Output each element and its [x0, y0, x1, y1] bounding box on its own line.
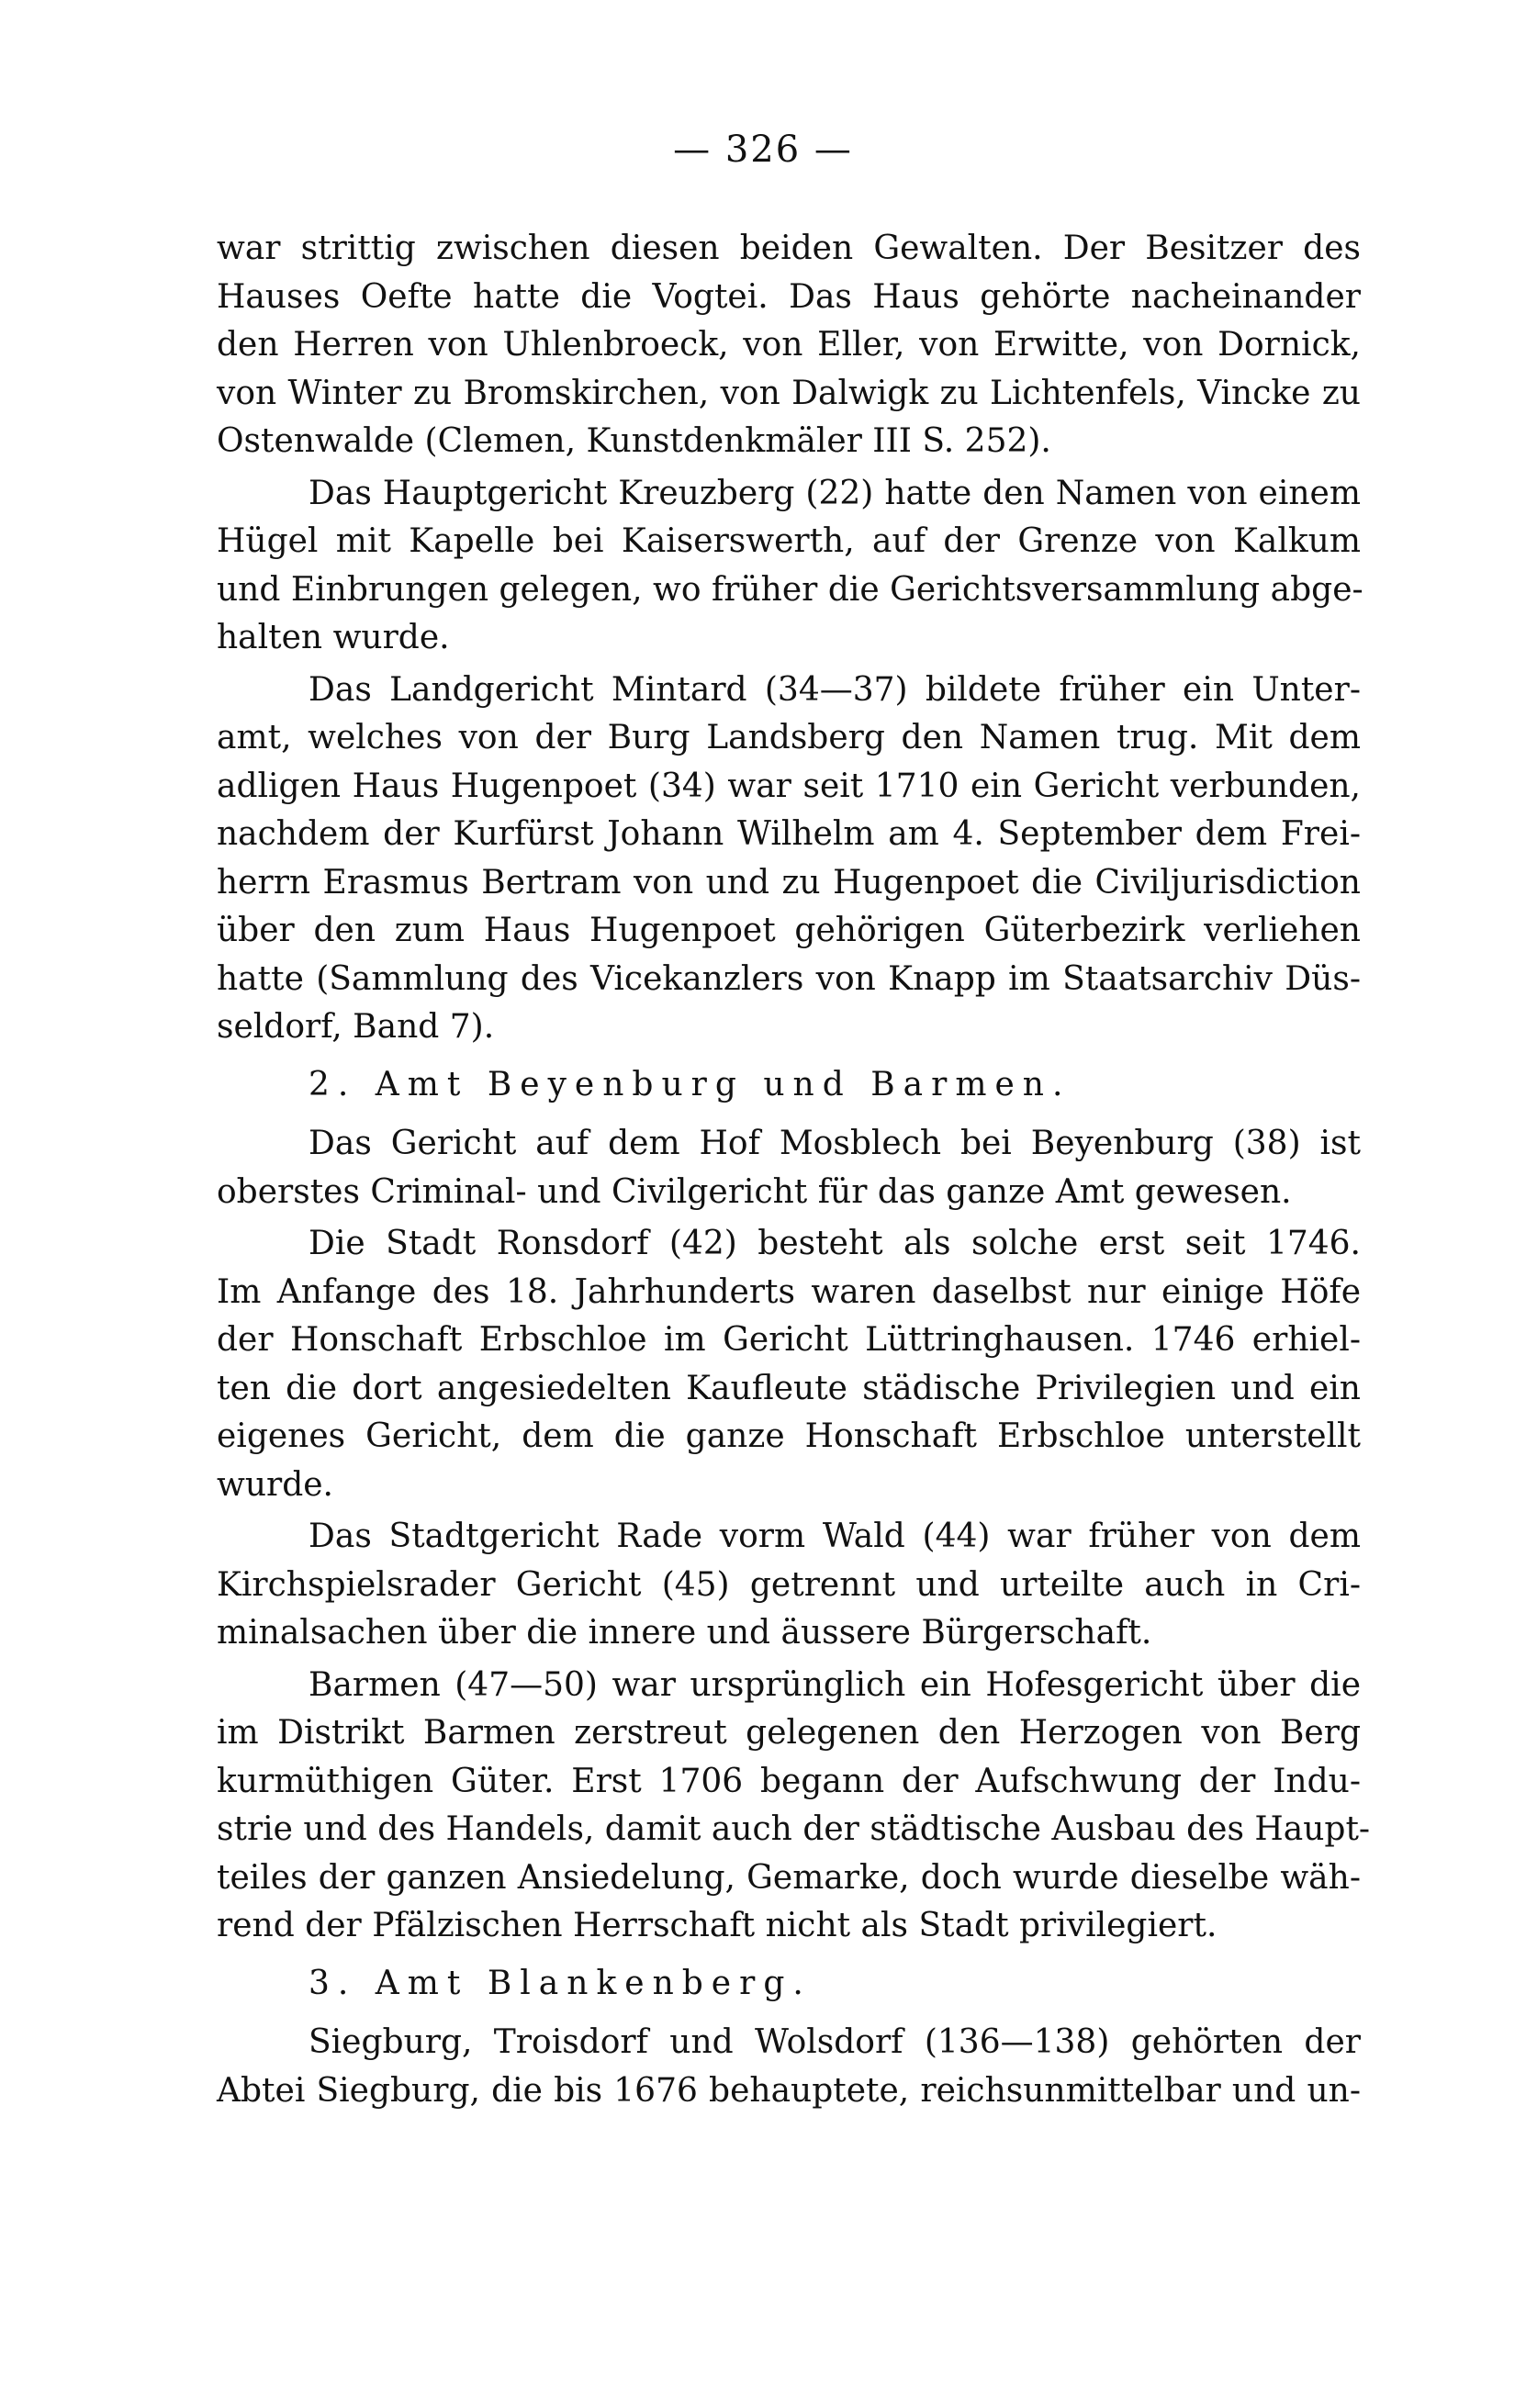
text-line: Das Stadtgericht Rade vorm Wald (44) war früher von dem	[309, 1518, 1361, 1555]
paragraph	[217, 666, 1361, 1052]
text-line: von Winter zu Bromskirchen, von Dalwigk zu Lichtenfels, Vincke zu	[217, 374, 1361, 412]
paragraph	[217, 1120, 1361, 1216]
paragraph	[217, 2019, 1361, 2115]
text-line: strie und des Handels, damit auch der städtische Ausbau des Haupt-	[217, 1810, 1371, 1848]
text-line: im Distrikt Barmen zerstreut gelegenen den Herzogen von Berg	[217, 1714, 1361, 1752]
text-line: und Einbrungen gelegen, wo früher die Gerichtsversammlung abge-	[217, 570, 1363, 609]
text-line: Hauses Oefte hatte die Vogtei. Das Haus gehörte nacheinander	[217, 277, 1361, 316]
paragraph	[217, 1662, 1371, 1951]
text-line: teiles der ganzen Ansiedelung, Gemarke, doch wurde dieselbe wäh-	[217, 1858, 1361, 1897]
section-heading: 2. Amt Beyenburg und Barmen.	[309, 1065, 1072, 1103]
paragraph	[217, 225, 1361, 466]
section-heading: 3. Amt Blankenberg.	[309, 1964, 812, 2002]
page-number: — 326 —	[673, 129, 853, 171]
text-line: den Herren von Uhlenbroeck, von Eller, von Erwitte, von Dornick,	[217, 326, 1361, 364]
text-line: nachdem der Kurfürst Johann Wilhelm am 4. September dem Frei-	[217, 815, 1361, 853]
text-line: amt, welches von der Burg Landsberg den Namen trug. Mit dem	[217, 719, 1361, 756]
text-line: hatte (Sammlung des Vicekanzlers von Knapp im Staatsarchiv Düs-	[217, 959, 1361, 998]
text-line: Die Stadt Ronsdorf (42) besteht als solche erst seit 1746.	[309, 1225, 1361, 1262]
text-line: Kirchspielsrader Gericht (45) getrennt und urteilte auch in Cri-	[217, 1565, 1361, 1604]
text-line: der Honschaft Erbschloe im Gericht Lüttringhausen. 1746 erhiel-	[217, 1321, 1361, 1359]
text-line: oberstes Criminal- und Civilgericht für das ganze Amt gewesen.	[217, 1172, 1292, 1211]
text-line: Siegburg, Troisdorf und Wolsdorf (136—138) gehörten der	[309, 2023, 1361, 2061]
text-line: ten die dort angesiedelten Kaufleute städische Privilegien und ein	[217, 1369, 1361, 1407]
text-line: über den zum Haus Hugenpoet gehörigen Güterbezirk verliehen	[217, 912, 1361, 949]
text-line: Das Hauptgericht Kreuzberg (22) hatte den Namen von einem	[309, 474, 1361, 512]
paragraph	[217, 470, 1361, 663]
text-line: Barmen (47—50) war ursprünglich ein Hofesgericht über die	[309, 1665, 1361, 1704]
body-text	[217, 225, 1371, 2119]
text-line: kurmüthigen Güter. Erst 1706 begann der Aufschwung der Indu-	[217, 1762, 1361, 1800]
text-line: Das Gericht auf dem Hof Mosblech bei Beyenburg (38) ist	[309, 1125, 1361, 1162]
paragraph	[217, 1220, 1361, 1509]
text-line: Das Landgericht Mintard (34—37) bildete früher ein Unter-	[309, 670, 1361, 709]
text-line: Hügel mit Kapelle bei Kaiserswerth, auf der Grenze von Kalkum	[217, 522, 1361, 560]
text-line: rend der Pfälzischen Herrschaft nicht als Stadt privilegiert.	[217, 1907, 1217, 1944]
text-line: Im Anfange des 18. Jahrhunderts waren daselbst nur einige Höfe	[217, 1272, 1361, 1311]
text-line: war strittig zwischen diesen beiden Gewalten. Der Besitzer des	[217, 230, 1361, 267]
text-line: adligen Haus Hugenpoet (34) war seit 1710 ein Gericht verbunden,	[217, 767, 1361, 805]
text-line: eigenes Gericht, dem die ganze Honschaft Erbschloe unterstellt	[217, 1417, 1361, 1455]
text-line: herrn Erasmus Bertram von und zu Hugenpoet die Civiljurisdiction	[217, 863, 1361, 902]
text-line: Ostenwalde (Clemen, Kunstdenkmäler III S. 252).	[217, 422, 1051, 460]
text-line: halten wurde.	[217, 619, 450, 656]
text-line: Abtei Siegburg, die bis 1676 behauptete, reichsunmittelbar und un-	[217, 2071, 1361, 2110]
text-line: minalsachen über die innere und äussere Bürgerschaft.	[217, 1614, 1152, 1652]
text-line: seldorf, Band 7).	[217, 1008, 495, 1046]
paragraph	[217, 1513, 1361, 1658]
text-line: wurde.	[217, 1465, 334, 1504]
